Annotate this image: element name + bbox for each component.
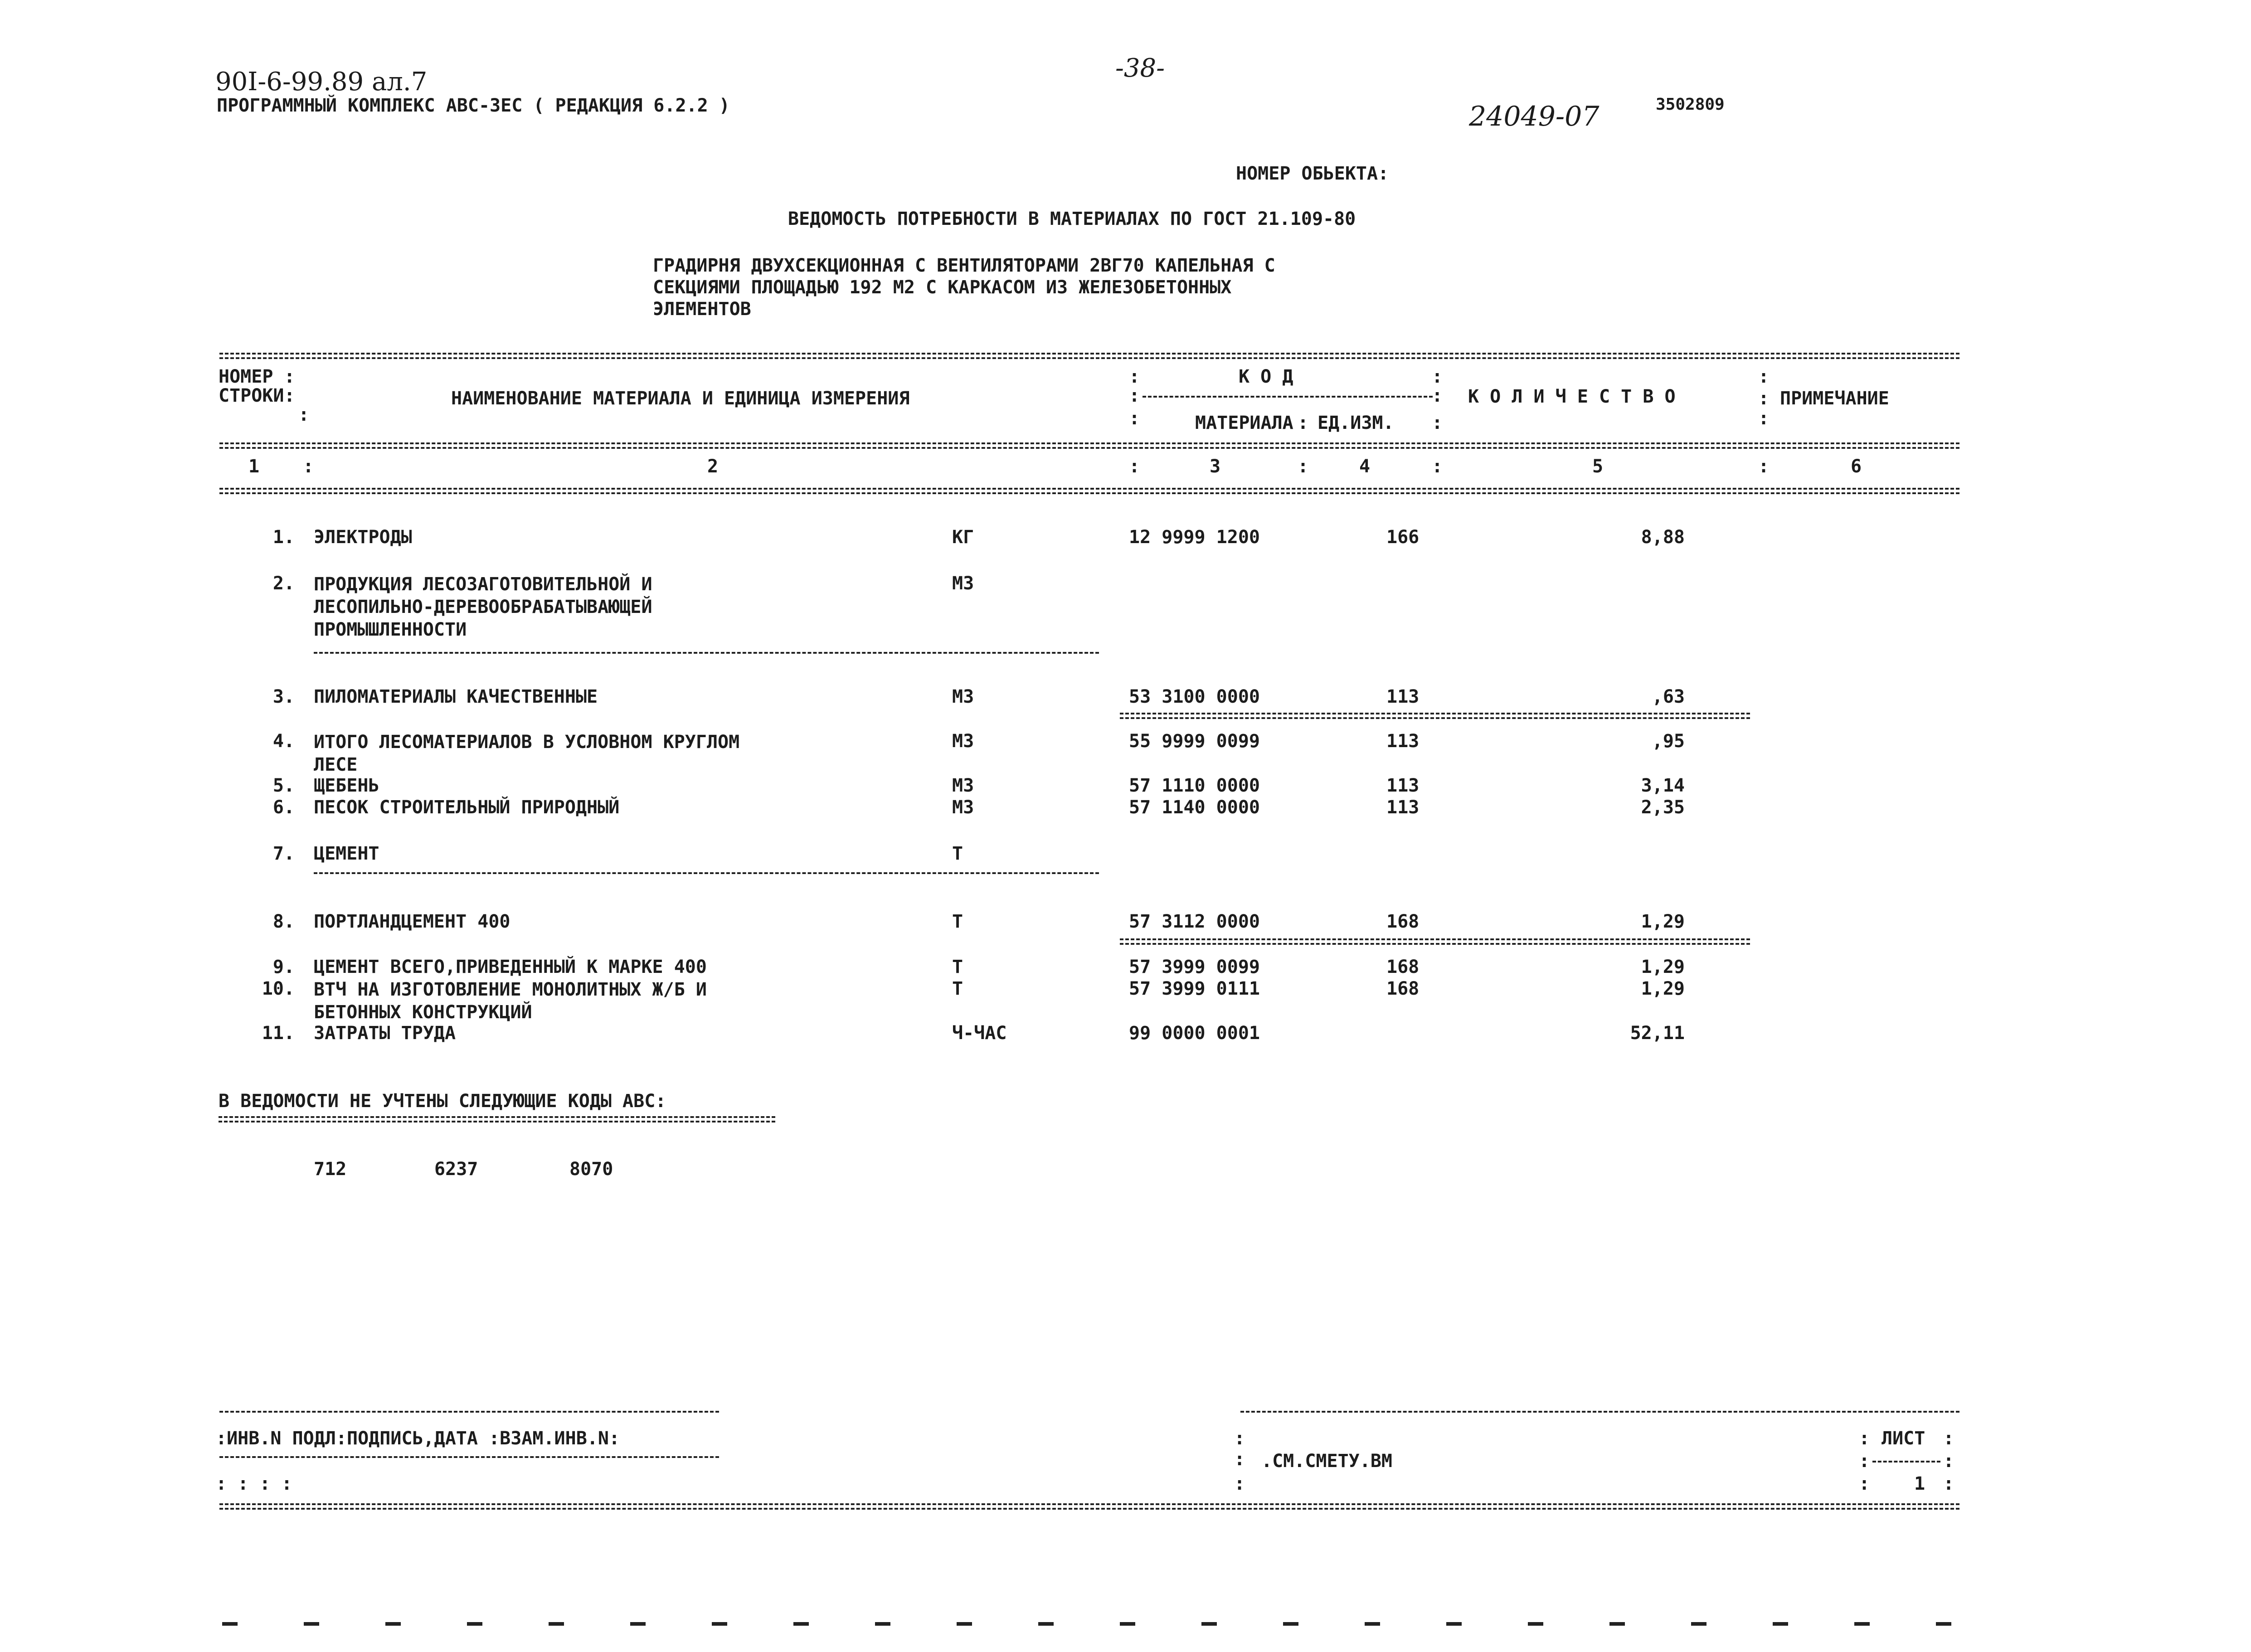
material-name-line: ПРОДУКЦИЯ ЛЕСОЗАГОТОВИТЕЛЬНОЙ И <box>314 574 652 595</box>
col-unit-header: ЕД.ИЗМ. <box>1318 413 1394 433</box>
quantity: 52,11 <box>1630 1023 1685 1044</box>
col-number: 1 <box>248 456 260 477</box>
footer-sep: : <box>1943 1428 1954 1449</box>
quantity: 1,29 <box>1641 978 1685 999</box>
unit-code: 166 <box>1386 527 1420 548</box>
col-row-number-line: СТРОКИ: <box>219 385 295 406</box>
unit-code: 113 <box>1386 731 1420 752</box>
footer-sep: : <box>1859 1428 1870 1449</box>
row-number: 10. <box>262 978 295 999</box>
material-name: ЗАТРАТЫ ТРУДА <box>314 1023 456 1044</box>
material-name <box>314 978 707 1024</box>
unit-code: 113 <box>1386 775 1420 796</box>
note-sep: : <box>1758 366 1770 387</box>
perforation-dash <box>630 1622 646 1626</box>
unit: Т <box>952 911 963 932</box>
unit-code: 168 <box>1386 957 1420 977</box>
table-top-rule <box>219 353 1959 355</box>
footer-sep: : <box>1943 1451 1954 1472</box>
unit-code: 168 <box>1386 978 1420 999</box>
unit: Т <box>952 978 963 999</box>
col-quantity-header: К О Л И Ч Е С Т В О <box>1468 386 1676 407</box>
code-number: 3502809 <box>1656 95 1725 114</box>
perforation-dash <box>549 1622 564 1626</box>
perforation-dash <box>712 1622 727 1626</box>
perforation-dash <box>467 1622 482 1626</box>
quantity: 8,88 <box>1641 527 1685 548</box>
row-number: 11. <box>262 1023 295 1044</box>
col-code-header: К О Д <box>1239 366 1293 387</box>
perforation-dash <box>1854 1622 1870 1626</box>
perforation-dash <box>1201 1622 1217 1626</box>
page-number: -38- <box>1115 53 1165 83</box>
material-name-line: ИТОГО ЛЕСОМАТЕРИАЛОВ В УСЛОВНОМ КРУГЛОМ <box>314 732 740 753</box>
unit-code: 113 <box>1386 686 1420 707</box>
material-name-line: БЕТОННЫХ КОНСТРУКЦИЙ <box>314 1002 532 1023</box>
material-name <box>314 573 652 641</box>
unaccounted-label: В ВЕДОМОСТИ НЕ УЧТЕНЫ СЛЕДУЮЩИЕ КОДЫ АВС: <box>219 1091 666 1112</box>
statement-title: ВЕДОМОСТЬ ПОТРЕБНОСТИ В МАТЕРИАЛАХ ПО ГОСТ 21.109-80 <box>788 209 1356 229</box>
program-line: ПРОГРАММНЫЙ КОМПЛЕКС АВС-ЗЕС ( РЕДАКЦИЯ 6.2.2 ) <box>217 95 730 116</box>
unaccounted-code: 8070 <box>569 1159 613 1180</box>
code-sep: : <box>1432 413 1443 433</box>
code-header-rule <box>1143 396 1433 398</box>
footer-sep: : <box>1859 1451 1870 1472</box>
footer-rule <box>219 1411 719 1413</box>
code-sep: : <box>1129 408 1140 429</box>
material-name: ЦЕМЕНТ <box>314 843 379 864</box>
col-number: 2 <box>707 456 719 477</box>
code-sep: : <box>1432 366 1443 387</box>
col-name-header: НАИМЕНОВАНИЕ МАТЕРИАЛА И ЕДИНИЦА ИЗМЕРЕНИЯ <box>451 388 910 409</box>
perforation-dash <box>1936 1622 1951 1626</box>
object-description <box>653 255 1275 320</box>
object-description-line: ГРАДИРНЯ ДВУХСЕКЦИОННАЯ С ВЕНТИЛЯТОРАМИ 2ВГ70 КАПЕЛЬНАЯ С <box>653 255 1275 276</box>
unit-code: 168 <box>1386 911 1420 932</box>
col-material-header: МАТЕРИАЛА <box>1195 413 1293 433</box>
unit: КГ <box>952 527 974 548</box>
col-sep: : <box>1298 456 1309 477</box>
note-sep: : <box>1758 408 1770 429</box>
perforation-dash <box>1609 1622 1625 1626</box>
footer-sep: : <box>1859 1473 1870 1494</box>
sheet-rule <box>1872 1461 1940 1463</box>
col-number: 6 <box>1851 456 1862 477</box>
row-number: 7. <box>272 843 295 864</box>
perforation-dash <box>1365 1622 1380 1626</box>
material-code: 57 3999 0099 <box>1129 957 1260 977</box>
material-name-line: ЛЕСОПИЛЬНО-ДЕРЕВООБРАБАТЫВАЮЩЕЙ <box>314 597 652 617</box>
signature-cells: : : : : <box>216 1473 292 1494</box>
code-sep: : <box>1129 385 1140 406</box>
group-rule <box>314 652 1099 654</box>
perforation-dash <box>1446 1622 1462 1626</box>
unaccounted-code: 712 <box>314 1159 347 1180</box>
row-number: 5. <box>272 775 295 796</box>
material-name-line: ВТЧ НА ИЗГОТОВЛЕНИЕ МОНОЛИТНЫХ Ж/Б И <box>314 979 707 1000</box>
row-number: 4. <box>272 731 295 752</box>
stamp-number: 24049-07 <box>1469 101 1600 132</box>
perforation-dash <box>875 1622 890 1626</box>
quantity: 2,35 <box>1641 797 1685 818</box>
row-number: 6. <box>272 797 295 818</box>
col-number: 3 <box>1210 456 1221 477</box>
quantity: ,95 <box>1652 731 1685 752</box>
material-name: ПОРТЛАНДЦЕМЕНТ 400 <box>314 911 510 932</box>
unit-code: 113 <box>1386 797 1420 818</box>
header-bottom-rule <box>219 488 1959 490</box>
perforation-dash <box>957 1622 972 1626</box>
object-number-label: НОМЕР ОБЬЕКТА: <box>1236 163 1389 184</box>
perforation-dash <box>793 1622 809 1626</box>
code-sep: : <box>1432 385 1443 406</box>
col-note-header: ПРИМЕЧАНИЕ <box>1780 388 1889 409</box>
material-name: ПЕСОК СТРОИТЕЛЬНЫЙ ПРИРОДНЫЙ <box>314 797 620 818</box>
material-name: ЭЛЕКТРОДЫ <box>314 527 412 548</box>
material-code: 57 1110 0000 <box>1129 775 1260 796</box>
perforation-dash <box>1038 1622 1054 1626</box>
sheet-label: ЛИСТ <box>1882 1428 1925 1449</box>
quantity: 3,14 <box>1641 775 1685 796</box>
footer-rule <box>1240 1411 1959 1413</box>
material-name: ПИЛОМАТЕРИАЛЫ КАЧЕСТВЕННЫЕ <box>314 686 598 707</box>
unit: М3 <box>952 731 974 752</box>
material-name <box>314 731 739 776</box>
perforation-dash <box>1691 1622 1706 1626</box>
row-number: 8. <box>272 911 295 932</box>
material-name-line: ЛЕСЕ <box>314 754 358 775</box>
footer-rule <box>219 1456 719 1458</box>
unit: М3 <box>952 573 974 594</box>
object-description-line: СЕКЦИЯМИ ПЛОЩАДЬЮ 192 М2 С КАРКАСОМ ИЗ ЖЕЛЕЗОБЕТОННЫХ <box>653 277 1232 298</box>
quantity: 1,29 <box>1641 957 1685 977</box>
perforation-dash <box>222 1622 238 1626</box>
unit: М3 <box>952 686 974 707</box>
subtotal-rule <box>1120 713 1750 714</box>
object-description-line: ЭЛЕМЕНТОВ <box>653 299 751 320</box>
unit: Т <box>952 957 963 977</box>
unaccounted-code: 6237 <box>434 1159 478 1180</box>
col-sep: : <box>1432 456 1443 477</box>
footer-sep: : <box>1943 1473 1954 1494</box>
col-row-number-line: НОМЕР : <box>219 366 295 387</box>
row-number: 2. <box>272 573 295 594</box>
unit: М3 <box>952 775 974 796</box>
unaccounted-rule <box>219 1116 775 1118</box>
col-number: 4 <box>1359 456 1371 477</box>
footer-bottom-rule <box>219 1503 1959 1505</box>
material-code: 55 9999 0099 <box>1129 731 1260 752</box>
material-code: 57 1140 0000 <box>1129 797 1260 818</box>
col-sep: : <box>1129 456 1140 477</box>
estimate-reference: .СМ.СМЕТУ.ВМ <box>1261 1451 1392 1472</box>
col-sep: : <box>1758 456 1770 477</box>
sheet-number: 1 <box>1914 1473 1925 1494</box>
group-rule <box>314 872 1099 874</box>
material-code: 53 3100 0000 <box>1129 686 1260 707</box>
perforation-dash <box>1528 1622 1543 1626</box>
doc-code: 90I-6-99.89 ал.7 <box>215 67 428 97</box>
quantity: 1,29 <box>1641 911 1685 932</box>
material-code: 99 0000 0001 <box>1129 1023 1260 1044</box>
footer-sep: : <box>1234 1473 1245 1494</box>
perforation-dash <box>304 1622 319 1626</box>
material-name: ЦЕМЕНТ ВСЕГО,ПРИВЕДЕННЫЙ К МАРКЕ 400 <box>314 957 707 977</box>
signature-header: :ИНВ.N ПОДЛ:ПОДПИСЬ,ДАТА :ВЗАМ.ИНВ.N: <box>216 1428 620 1449</box>
material-code: 57 3112 0000 <box>1129 911 1260 932</box>
footer-sep: : <box>1234 1428 1245 1449</box>
material-code: 57 3999 0111 <box>1129 978 1260 999</box>
material-code: 12 9999 1200 <box>1129 527 1260 548</box>
row-number: 3. <box>272 686 295 707</box>
perforation-dash <box>1283 1622 1298 1626</box>
material-name-line: ПРОМЫШЛЕННОСТИ <box>314 619 467 640</box>
unit: М3 <box>952 797 974 818</box>
header-rule <box>219 442 1959 444</box>
col-row-number-header <box>219 367 309 424</box>
footer-sep: : <box>1234 1449 1245 1470</box>
perforation-dash <box>385 1622 401 1626</box>
row-number: 9. <box>272 957 295 977</box>
unit: Ч-ЧАС <box>952 1023 1007 1044</box>
quantity: ,63 <box>1652 686 1685 707</box>
note-sep: : <box>1758 388 1770 409</box>
material-name: ЩЕБЕНЬ <box>314 775 379 796</box>
row-number: 1. <box>272 527 295 548</box>
col-sep: : <box>303 456 314 477</box>
code-sep: : <box>1298 413 1309 433</box>
perforation-dash <box>1120 1622 1135 1626</box>
subtotal-rule <box>1120 938 1750 940</box>
col-row-number-line: : <box>298 404 310 425</box>
perforation-dash <box>1773 1622 1788 1626</box>
code-sep: : <box>1129 366 1140 387</box>
unit: Т <box>952 843 963 864</box>
col-number: 5 <box>1592 456 1604 477</box>
